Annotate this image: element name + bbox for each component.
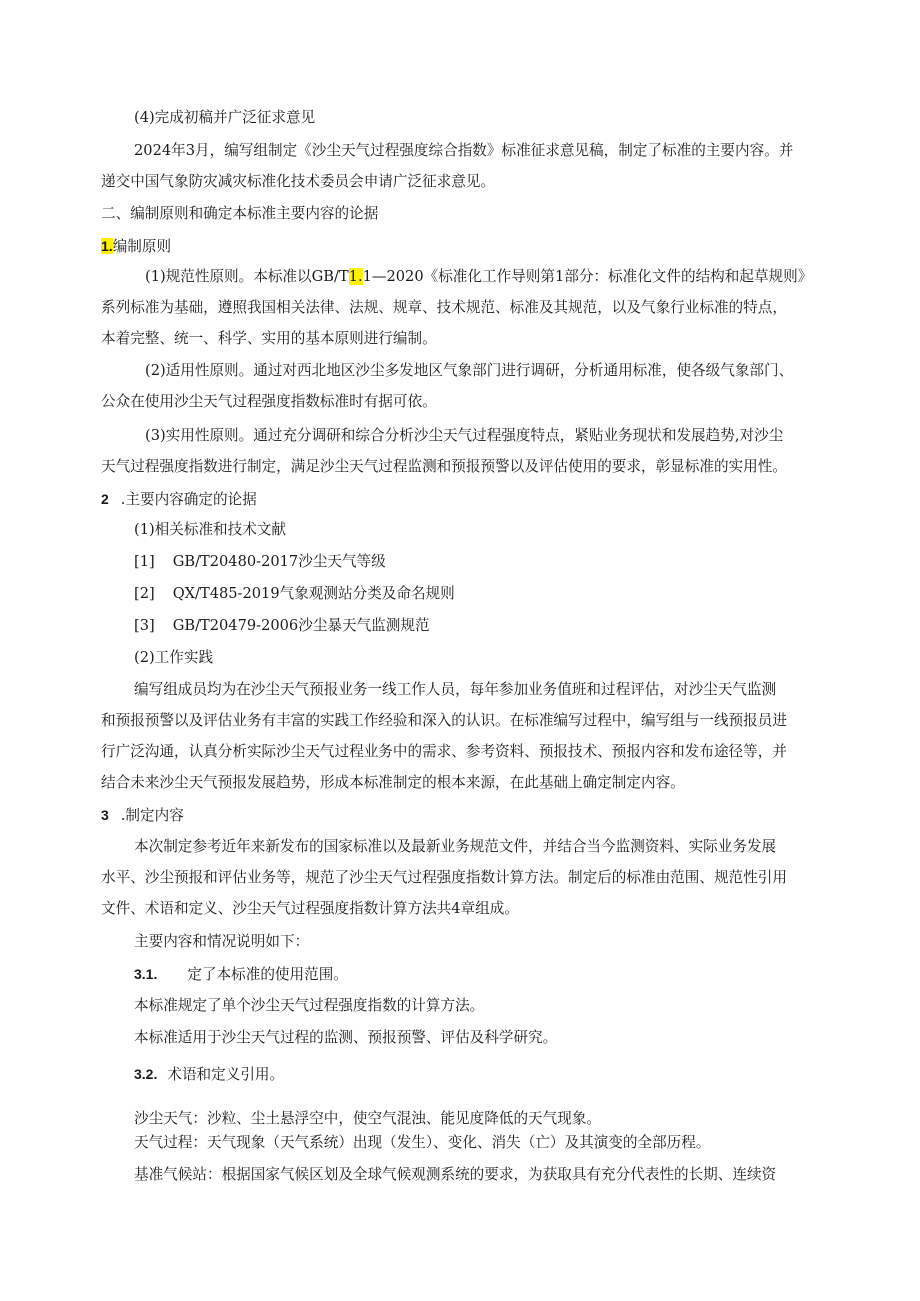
reference-number: [2] [134,585,155,602]
paragraph-line: 主要内容和情况说明如下： [134,933,310,950]
reference-item [134,551,386,573]
paragraph-line: 行广泛沟通，认真分析实际沙尘天气过程业务中的需求、参考资料、预报技术、预报内容和发布途径等，并 [101,743,787,760]
paragraph-line: 本标准规定了单个沙尘天气过程强度指数的计算方法。 [134,997,485,1014]
heading-3-text: .制定内容 [120,807,184,824]
definition-line: 天气过程：天气现象（天气系统）出现（发生）、变化、消失（亡）及其演变的全部历程。 [134,1134,711,1151]
definition-line: 沙尘天气：沙粒、尘土悬浮空中，使空气混浊、能见度降低的天气现象。 [134,1110,602,1127]
paragraph-line: 2024年3月，编写组制定《沙尘天气过程强度综合指数》标准征求意见稿，制定了标准的主要内容。并 [134,142,794,159]
heading-3-1-number: 3.1. [134,966,158,982]
reference-text: QX/T485-2019气象观测站分类及命名规则 [172,585,455,602]
heading-3-2-number: 3.2. [134,1066,158,1082]
heading-2 [101,488,257,511]
heading-3-1-text: 定了本标准的使用范围。 [187,966,348,983]
paragraph-line: 结合未来沙尘天气预报发展趋势，形成本标准制定的根本来源，在此基础上确定制定内容。 [101,774,685,791]
paragraph-line: 和预报预警以及评估业务有丰富的实践工作经验和深入的认识。在标准编写过程中，编写组与一线预报员进 [101,712,787,729]
heading-3-1 [134,963,348,986]
paragraph-line: (3)实用性原则。通过充分调研和综合分析沙尘天气过程强度特点，紧贴业务现状和发展趋势,对沙尘 [145,427,784,444]
section-2-heading: 二、编制原则和确定本标准主要内容的论据 [101,205,379,222]
text-run: (1)规范性原则。本标准以GB/T [145,268,349,285]
text-run: 1—2020《标准化工作导则第1部分：标准化文件的结构和起草规则》 [362,268,813,285]
paragraph-line: 文件、术语和定义、沙尘天气过程强度指数计算方法共4章组成。 [101,900,519,917]
heading-3-2-text: 术语和定义引用。 [167,1066,285,1083]
paragraph-line: (2)适用性原则。通过对西北地区沙尘多发地区气象部门进行调研，分析通用标准，使各级气象部门、 [145,362,794,379]
heading-2-text: .主要内容确定的论据 [120,491,257,508]
paragraph-line: 水平、沙尘预报和评估业务等，规范了沙尘天气过程强度指数计算方法。制定后的标准由范围、规范性引用 [101,869,787,886]
paragraph-line: 本着完整、统一、科学、实用的基本原则进行编制。 [101,330,437,347]
heading-3-2 [134,1063,284,1086]
paragraph-line: 递交中国气象防灾减灾标准化技术委员会申请广泛征求意见。 [101,173,496,190]
subheading: (1)相关标准和技术文献 [134,521,287,538]
heading-1-number: 1. [101,238,113,254]
paragraph-line: 公众在使用沙尘天气过程强度指数标准时有据可依。 [101,393,437,410]
highlighted-text: 1. [348,268,363,285]
heading-3-number: 3 [101,807,109,823]
reference-number: [1] [134,553,155,570]
reference-number: [3] [134,617,155,634]
heading-1 [101,235,171,258]
heading-1-text: 编制原则 [112,238,172,255]
paragraph-line: 编写组成员均为在沙尘天气预报业务一线工作人员，每年参加业务值班和过程评估，对沙尘天气监测 [134,681,777,698]
reference-text: GB/T20479-2006沙尘暴天气监测规范 [172,617,430,634]
reference-item [134,615,430,637]
definition-line: 基准气候站：根据国家气候区划及全球气候观测系统的要求，为获取具有充分代表性的长期、连续资 [134,1166,777,1183]
paragraph-line [145,266,812,288]
heading-2-number: 2 [101,491,109,507]
reference-item [134,583,455,605]
paragraph-line: 本次制定参考近年来新发布的国家标准以及最新业务规范文件，并结合当今监测资料、实际业务发展 [134,838,777,855]
paragraph-line: 系列标准为基础，遵照我国相关法律、法规、规章、技术规范、标准及其规范，以及气象行业标准的特点， [101,299,787,316]
paragraph-line: 本标准适用于沙尘天气过程的监测、预报预警、评估及科学研究。 [134,1029,558,1046]
section-4-heading: (4)完成初稿并广泛征求意见 [134,109,316,126]
heading-3 [101,804,184,827]
paragraph-line: 天气过程强度指数进行制定，满足沙尘天气过程监测和预报预警以及评估使用的要求，彰显标准的实用性。 [101,458,787,475]
subheading: (2)工作实践 [134,649,214,666]
reference-text: GB/T20480-2017沙尘天气等级 [172,553,386,570]
